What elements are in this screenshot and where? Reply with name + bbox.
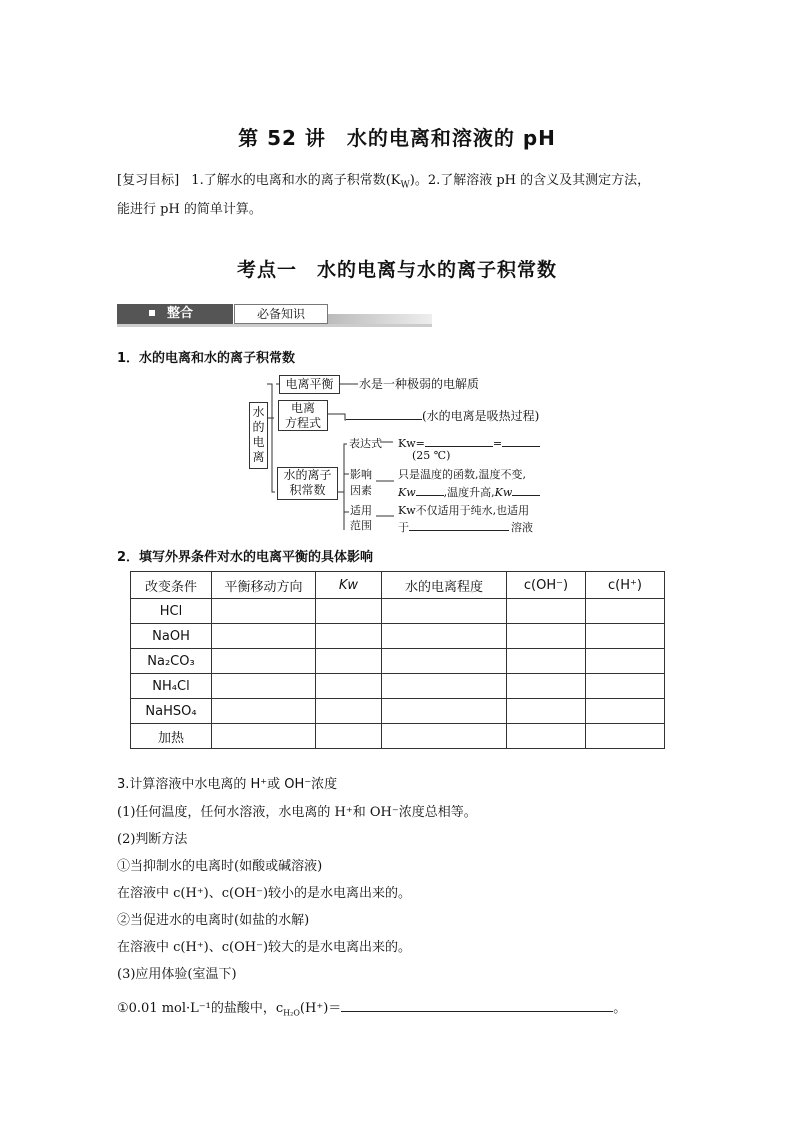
answer-cell[interactable] bbox=[212, 599, 316, 624]
node1-desc: 水是一种极弱的电解质 bbox=[359, 377, 480, 391]
review-sub-w: W bbox=[400, 180, 410, 191]
answer-cell[interactable] bbox=[212, 699, 316, 724]
answer-cell[interactable] bbox=[316, 624, 382, 649]
influence-kw-1: Kw bbox=[398, 486, 416, 499]
root-char-1: 水 bbox=[252, 405, 265, 419]
answer-cell[interactable] bbox=[382, 674, 507, 699]
banner-knowledge: 必备知识 bbox=[234, 304, 328, 324]
q3-p8-sub: H₂O bbox=[283, 1008, 300, 1018]
table-row bbox=[131, 724, 665, 749]
row-condition: NaOH bbox=[131, 624, 212, 649]
influence-text-2 bbox=[398, 484, 540, 500]
header-cell: c(OH⁻) bbox=[507, 572, 586, 599]
scope-blank bbox=[409, 519, 509, 531]
answer-cell[interactable] bbox=[212, 724, 316, 749]
influence-blank-1 bbox=[416, 484, 444, 496]
scope-text-2b: 溶液 bbox=[511, 521, 533, 534]
answer-cell[interactable] bbox=[316, 599, 382, 624]
table-row bbox=[131, 674, 665, 699]
scope-text-1: Kw不仅适用于纯水,也适用 bbox=[398, 504, 530, 517]
influence-blank-2 bbox=[512, 484, 540, 496]
answer-cell[interactable] bbox=[507, 724, 586, 749]
answer-cell[interactable] bbox=[586, 624, 665, 649]
header-cell: Kw bbox=[316, 572, 382, 599]
answer-cell[interactable] bbox=[586, 599, 665, 624]
review-text-2: 能进行 pH 的简单计算。 bbox=[117, 202, 262, 217]
review-text-1-tail: )。2.了解溶液 pH 的含义及其测定方法， bbox=[409, 173, 651, 188]
answer-cell[interactable] bbox=[316, 674, 382, 699]
q3-p8 bbox=[117, 998, 626, 1023]
influence-text-1: 只是温度的函数,温度不变, bbox=[398, 468, 526, 481]
expression-kw: Kw= bbox=[398, 437, 425, 450]
q3-p8-text: ①0.01 mol·L⁻¹的盐酸中，c bbox=[117, 1001, 284, 1016]
answer-cell[interactable] bbox=[507, 699, 586, 724]
answer-cell[interactable] bbox=[212, 674, 316, 699]
row-condition: Na₂CO₃ bbox=[131, 649, 212, 674]
expression-eq: = bbox=[492, 437, 503, 450]
answer-cell[interactable] bbox=[316, 649, 382, 674]
q3-p8-text-b: (H⁺)＝ bbox=[299, 1001, 342, 1016]
answer-cell[interactable] bbox=[507, 674, 586, 699]
answer-cell[interactable] bbox=[382, 699, 507, 724]
scope-text-2 bbox=[398, 519, 533, 535]
node-ionization-equation bbox=[278, 400, 328, 431]
expression-blank-2 bbox=[502, 435, 540, 447]
influence-kw-2: Kw bbox=[494, 486, 513, 499]
table-row bbox=[131, 599, 665, 624]
q3-p8-end: 。 bbox=[613, 1001, 627, 1016]
influence-text-2b: ,温度升高, bbox=[443, 486, 495, 499]
q3-p5: ②当促进水的电离时(如盐的水解) bbox=[117, 913, 310, 928]
q1-heading: 1．水的电离和水的离子积常数 bbox=[117, 351, 296, 366]
header-cell: 水的电离程度 bbox=[382, 572, 507, 599]
equation-blank bbox=[346, 408, 422, 420]
scope-text-2a: 于 bbox=[398, 521, 409, 534]
diagram-connectors bbox=[0, 0, 794, 560]
row-condition: HCl bbox=[131, 599, 212, 624]
expression-blank-1 bbox=[425, 435, 493, 447]
root-char-3: 电 bbox=[252, 435, 265, 449]
root-char-4: 离 bbox=[252, 450, 265, 464]
answer-cell[interactable] bbox=[316, 724, 382, 749]
section-title: 考点一 水的电离与水的离子积常数 bbox=[236, 259, 557, 281]
row-condition: NaHSO₄ bbox=[131, 699, 212, 724]
node2-line1: 电离 bbox=[290, 401, 315, 415]
node3-line2: 积常数 bbox=[289, 483, 326, 497]
table-header-row bbox=[131, 572, 665, 599]
answer-cell[interactable] bbox=[586, 699, 665, 724]
table-row bbox=[131, 624, 665, 649]
q3-p3: ①当抑制水的电离时(如酸或碱溶液) bbox=[117, 859, 323, 874]
q2-heading: 2．填写外界条件对水的电离平衡的具体影响 bbox=[117, 550, 374, 565]
scope-label-1: 适用 bbox=[350, 504, 372, 517]
q3-heading: 3.计算溶液中水电离的 H⁺或 OH⁻浓度 bbox=[117, 777, 338, 792]
answer-cell[interactable] bbox=[382, 599, 507, 624]
page-title: 第 52 讲 水的电离和溶液的 pH bbox=[238, 126, 556, 150]
diagram-root bbox=[249, 402, 268, 469]
scope-label-2: 范围 bbox=[350, 519, 372, 532]
influence-label-2: 因素 bbox=[350, 484, 372, 497]
q3-p2: (2)判断方法 bbox=[117, 832, 188, 847]
q3-p6: 在溶液中 c(H⁺)、c(OH⁻)较大的是水电离出来的。 bbox=[117, 940, 412, 955]
answer-cell[interactable] bbox=[507, 599, 586, 624]
row-condition: NH₄Cl bbox=[131, 674, 212, 699]
header-cell: c(H⁺) bbox=[586, 572, 665, 599]
influence-label-1: 影响 bbox=[350, 468, 372, 481]
q3-p7: (3)应用体验(室温下) bbox=[117, 967, 237, 982]
root-char-2: 的 bbox=[252, 420, 265, 434]
node-ion-product bbox=[277, 467, 338, 500]
answer-cell[interactable] bbox=[382, 724, 507, 749]
answer-cell[interactable] bbox=[586, 649, 665, 674]
table-row bbox=[131, 649, 665, 674]
banner-integrate-label: 整合 bbox=[167, 306, 194, 321]
answer-cell[interactable] bbox=[382, 624, 507, 649]
influence-table bbox=[130, 571, 665, 749]
node2-desc-line bbox=[346, 408, 539, 423]
expression-temp: (25 ℃) bbox=[412, 449, 451, 462]
answer-cell[interactable] bbox=[586, 724, 665, 749]
review-text-1: 1.了解水的电离和水的离子积常数(K bbox=[191, 173, 401, 188]
answer-cell[interactable] bbox=[316, 699, 382, 724]
node3-line1: 水的离子 bbox=[283, 468, 332, 482]
expression-label: 表达式 bbox=[349, 437, 382, 450]
node-ionization-equilibrium: 电离平衡 bbox=[279, 375, 340, 394]
header-cell: 平衡移动方向 bbox=[212, 572, 316, 599]
answer-cell[interactable] bbox=[507, 649, 586, 674]
answer-cell[interactable] bbox=[382, 649, 507, 674]
header-cell: 改变条件 bbox=[131, 572, 212, 599]
q3-p4: 在溶液中 c(H⁺)、c(OH⁻)较小的是水电离出来的。 bbox=[117, 886, 412, 901]
answer-blank[interactable] bbox=[341, 998, 613, 1012]
q3-p1: (1)任何温度，任何水溶液，水电离的 H⁺和 OH⁻浓度总相等。 bbox=[117, 805, 477, 820]
answer-cell[interactable] bbox=[212, 649, 316, 674]
row-condition: 加热 bbox=[131, 724, 212, 749]
answer-cell[interactable] bbox=[507, 624, 586, 649]
review-label: [复习目标] bbox=[117, 173, 180, 188]
answer-cell[interactable] bbox=[586, 674, 665, 699]
node2-line2: 方程式 bbox=[284, 416, 321, 430]
table-row bbox=[131, 699, 665, 724]
answer-cell[interactable] bbox=[212, 624, 316, 649]
node2-desc: (水的电离是吸热过程) bbox=[422, 409, 540, 423]
